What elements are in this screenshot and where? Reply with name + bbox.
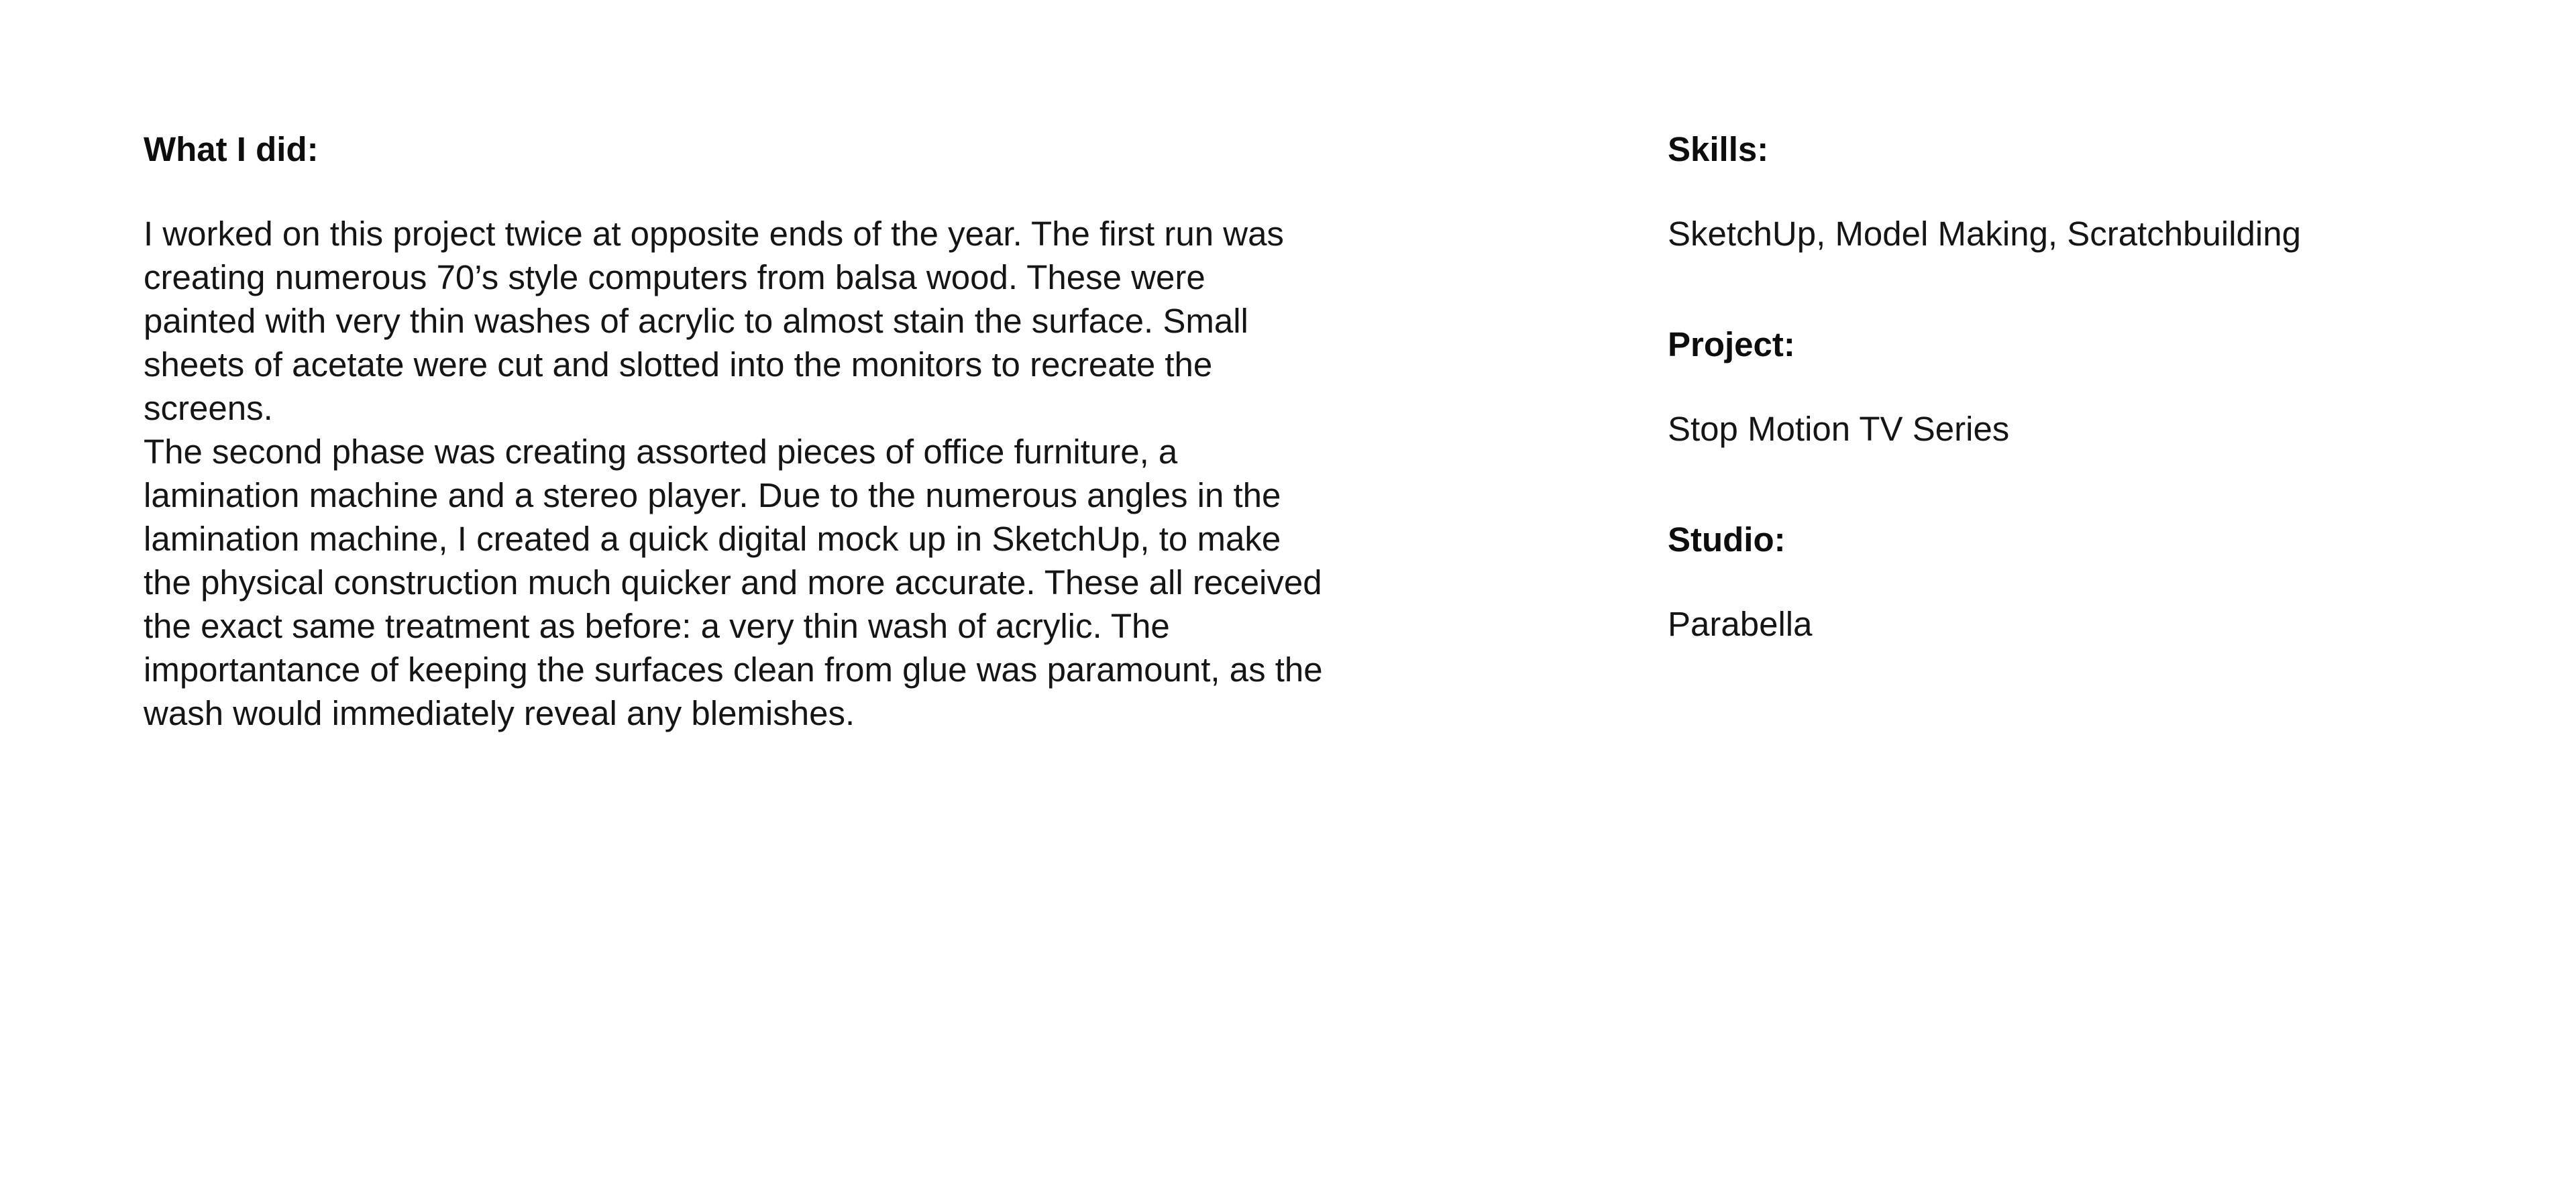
project-group	[1668, 321, 2473, 451]
what-i-did-section	[144, 126, 1324, 735]
project-value: Stop Motion TV Series	[1668, 410, 2010, 448]
studio-group	[1668, 516, 2473, 646]
what-i-did-heading: What I did:	[144, 130, 319, 168]
skills-group	[1668, 126, 2473, 256]
project-details-section	[1668, 126, 2473, 646]
studio-heading: Studio:	[1668, 520, 1786, 559]
what-i-did-paragraph-1: I worked on this project twice at opposite ends of the year. The first run was creating numerous 70’s style computers from balsa wood. These were painted with very thin washes of acrylic to almost stain the surface. Small sheets of acetate were cut and slotted into the monitors to recreate the screens.	[144, 215, 1284, 427]
what-i-did-paragraph-2: The second phase was creating assorted pieces of office furniture, a lamination machine and a stereo player. Due to the numerous angles in the lamination machine, I created a quick digital mock up in SketchUp, to make the physical construction much quicker and more accurate. These all received the exact same treatment as before: a very thin wash of acrylic. The importantance of keeping the surfaces clean from glue was paramount, as the wash would immediately reveal any blemishes.	[144, 433, 1323, 732]
skills-value: SketchUp, Model Making, Scratchbuilding	[1668, 215, 2301, 253]
project-heading: Project:	[1668, 325, 1795, 363]
studio-value: Parabella	[1668, 605, 1813, 643]
skills-heading: Skills:	[1668, 130, 1769, 168]
